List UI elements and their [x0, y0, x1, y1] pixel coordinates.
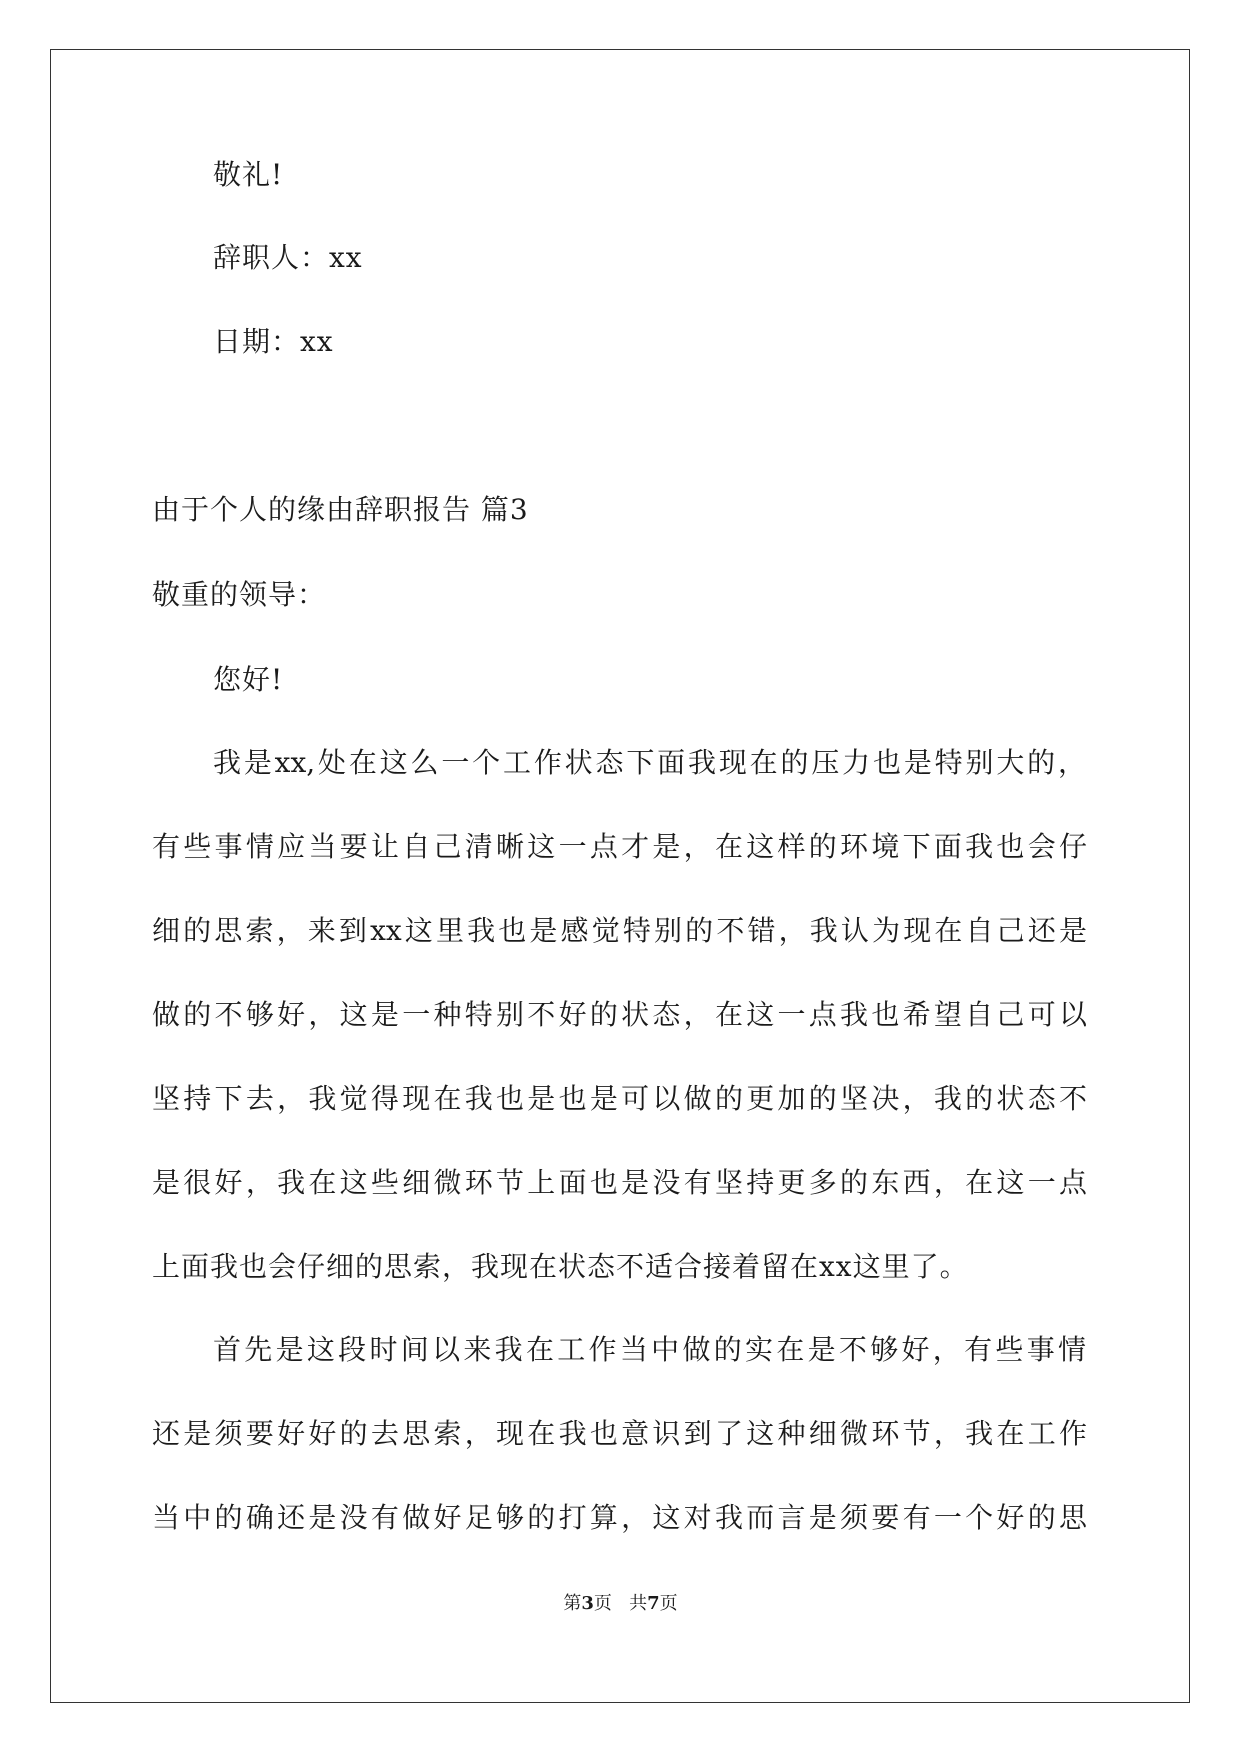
- footer-page-suffix: 页: [593, 1593, 612, 1614]
- paragraph-2-line-2: 还是须要好好的去思索，现在我也意识到了这种细微环节，我在工作: [152, 1417, 1087, 1450]
- footer-total-suffix: 页: [659, 1593, 678, 1614]
- footer-total-number: 7: [647, 1593, 660, 1614]
- paragraph-2-line-1: 首先是这段时间以来我在工作当中做的实在是不够好，有些事情: [213, 1333, 1086, 1366]
- page-frame: [50, 49, 1190, 1703]
- date-line: 日期：xx: [213, 325, 334, 358]
- resigner-line: 辞职人：xx: [213, 241, 363, 274]
- paragraph-1-line-3: 细的思索，来到xx这里我也是感觉特别的不错，我认为现在自己还是: [152, 914, 1087, 947]
- paragraph-2-line-3: 当中的确还是没有做好足够的打算，这对我而言是须要有一个好的思: [152, 1501, 1087, 1534]
- footer-page-prefix: 第: [563, 1593, 582, 1614]
- footer-page-number: 3: [581, 1593, 594, 1614]
- paragraph-1-line-5: 坚持下去，我觉得现在我也是也是可以做的更加的坚决，我的状态不: [152, 1082, 1087, 1115]
- paragraph-1-line-1: 我是xx,处在这么一个工作状态下面我现在的压力也是特别大的，: [213, 746, 1086, 779]
- paragraph-1-line-4: 做的不够好，这是一种特别不好的状态，在这一点我也希望自己可以: [152, 998, 1087, 1031]
- paragraph-1-line-2: 有些事情应当要让自己清晰这一点才是，在这样的环境下面我也会仔: [152, 830, 1087, 863]
- page-footer: [0, 1592, 1241, 1616]
- section-title: 由于个人的缘由辞职报告 篇3: [152, 493, 529, 526]
- greeting-line: 敬重的领导：: [152, 578, 327, 611]
- paragraph-1-line-6: 是很好，我在这些细微环节上面也是没有坚持更多的东西，在这一点: [152, 1166, 1087, 1199]
- footer-total-prefix: 共: [629, 1593, 648, 1614]
- hello-line: 您好!: [213, 663, 284, 696]
- closing-salute: 敬礼!: [213, 158, 284, 191]
- paragraph-1-line-7: 上面我也会仔细的思索，我现在状态不适合接着留在xx这里了。: [152, 1250, 969, 1283]
